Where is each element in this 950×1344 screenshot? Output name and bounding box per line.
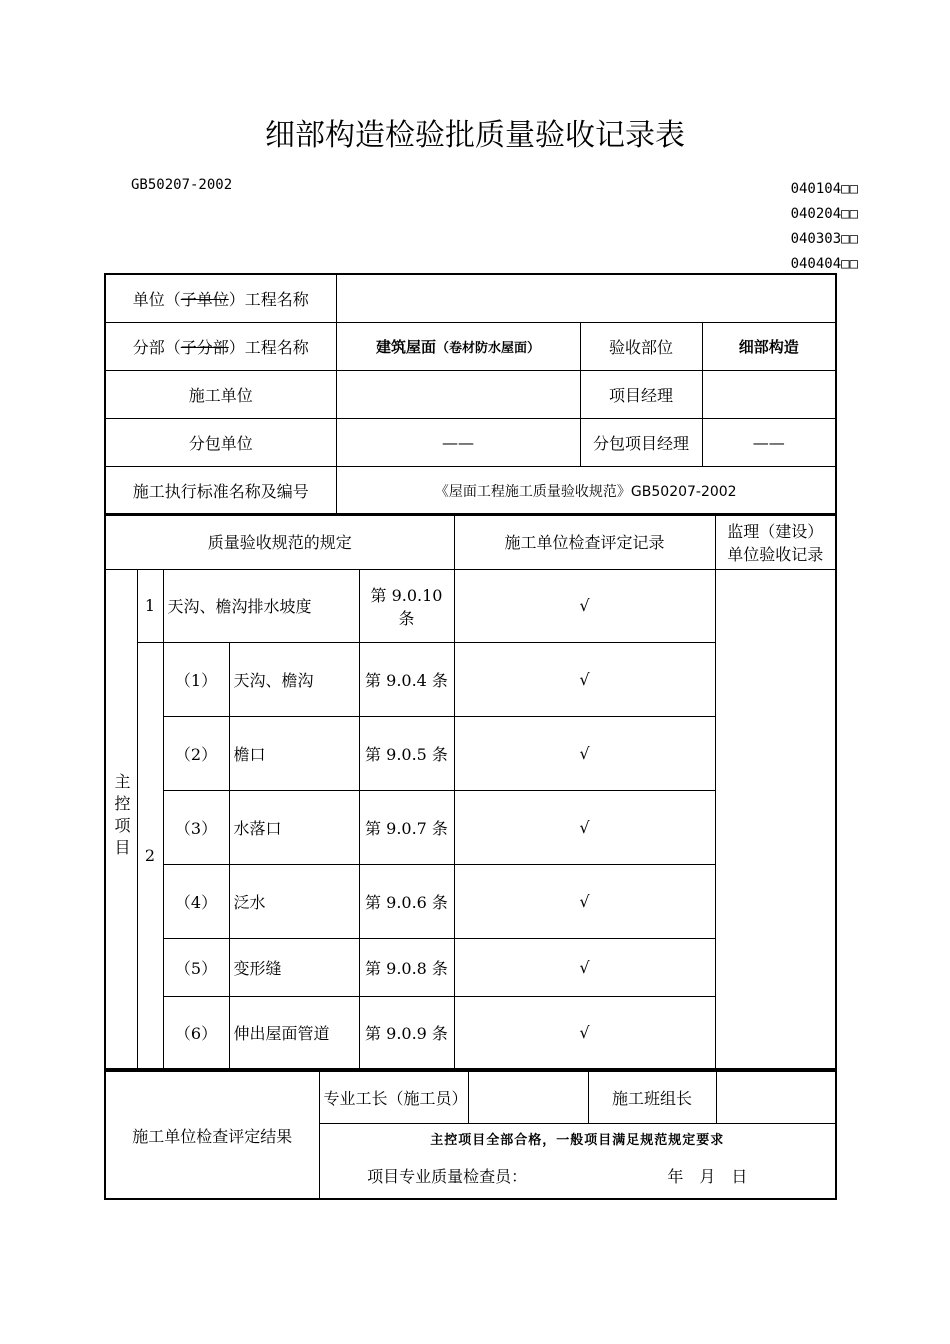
subitem-clause: 第 9.0.7 条: [359, 790, 454, 864]
subitem-no: （6）: [163, 996, 229, 1069]
result-table: [104, 1070, 837, 1200]
table-row: [105, 371, 836, 419]
col-spec-header: 质量验收规范的规定: [105, 514, 454, 569]
subitem-result[interactable]: √: [454, 716, 715, 790]
form-code: 040404□□: [790, 256, 858, 272]
acceptance-part-label: 验收部位: [580, 323, 702, 371]
item-name: 天沟、檐沟排水坡度: [163, 569, 359, 642]
standard-code: GB50207-2002: [131, 177, 233, 193]
inspection-table: [104, 513, 837, 1070]
header-table: [104, 273, 837, 516]
subitem-no: （4）: [163, 864, 229, 938]
subitem-clause: 第 9.0.6 条: [359, 864, 454, 938]
unit-project-value[interactable]: [336, 274, 836, 323]
subitem-no: （1）: [163, 642, 229, 716]
unit-project-label: 单位（子单位）工程名称: [105, 274, 336, 323]
inspector-row: [319, 1153, 836, 1199]
subitem-clause: 第 9.0.9 条: [359, 996, 454, 1069]
subcontract-unit-label: 分包单位: [105, 419, 336, 467]
table-row: [105, 569, 836, 642]
table-row: [105, 514, 836, 569]
table-row: [105, 274, 836, 323]
acceptance-part-value[interactable]: 细部构造: [702, 323, 836, 371]
subitem-result[interactable]: √: [454, 864, 715, 938]
subitem-clause: 第 9.0.5 条: [359, 716, 454, 790]
standard-value[interactable]: 《屋面工程施工质量验收规范》GB50207-2002: [336, 467, 836, 516]
subitem-name: 水落口: [229, 790, 359, 864]
foreman-value[interactable]: [468, 1071, 588, 1123]
construction-unit-label: 施工单位: [105, 371, 336, 419]
col-record-header: 施工单位检查评定记录: [454, 514, 715, 569]
table-row: [105, 467, 836, 516]
subcontract-manager-label: 分包项目经理: [580, 419, 702, 467]
project-manager-label: 项目经理: [580, 371, 702, 419]
division-value[interactable]: 建筑屋面（卷材防水屋面）: [336, 323, 580, 371]
supervision-record[interactable]: [715, 569, 836, 1069]
subitem-name: 伸出屋面管道: [229, 996, 359, 1069]
subitem-no: （5）: [163, 938, 229, 996]
team-leader-value[interactable]: [716, 1071, 836, 1123]
table-row: [105, 419, 836, 467]
team-leader-label: 施工班组长: [588, 1071, 716, 1123]
subitem-result[interactable]: √: [454, 996, 715, 1069]
result-summary[interactable]: 主控项目全部合格，一般项目满足规范规定要求: [319, 1123, 836, 1153]
item-no: 1: [137, 569, 163, 642]
item-clause: 第 9.0.10 条: [359, 569, 454, 642]
division-label: 分部（子分部）工程名称: [105, 323, 336, 371]
main-control-label: 主控项目: [105, 569, 137, 1069]
project-manager-value[interactable]: [702, 371, 836, 419]
subitem-name: 天沟、檐沟: [229, 642, 359, 716]
subitem-name: 变形缝: [229, 938, 359, 996]
col-supervision-header: 监理（建设） 单位验收记录: [715, 514, 836, 569]
table-row: [105, 323, 836, 371]
form-code: 040104□□: [790, 181, 858, 197]
page-title: 细部构造检验批质量验收记录表: [265, 118, 685, 153]
inspector-label: 项目专业质量检查员：: [367, 1167, 528, 1186]
date-label[interactable]: 年 月 日: [667, 1167, 748, 1186]
standard-label: 施工执行标准名称及编号: [105, 467, 336, 516]
subitem-no: （3）: [163, 790, 229, 864]
subitem-name: 泛水: [229, 864, 359, 938]
subitem-no: （2）: [163, 716, 229, 790]
subitem-result[interactable]: √: [454, 938, 715, 996]
subcontract-manager-value[interactable]: ——: [702, 419, 836, 467]
form-codes: [791, 177, 858, 277]
subcontract-unit-value[interactable]: ——: [336, 419, 580, 467]
subitem-result[interactable]: √: [454, 790, 715, 864]
form-code: 040204□□: [790, 206, 858, 222]
item-no: 2: [137, 642, 163, 1069]
subitem-name: 檐口: [229, 716, 359, 790]
foreman-label: 专业工长（施工员）: [319, 1071, 468, 1123]
result-label: 施工单位检查评定结果: [105, 1071, 319, 1199]
table-row: [105, 1071, 836, 1123]
subitem-clause: 第 9.0.8 条: [359, 938, 454, 996]
construction-unit-value[interactable]: [336, 371, 580, 419]
item-result[interactable]: √: [454, 569, 715, 642]
subitem-clause: 第 9.0.4 条: [359, 642, 454, 716]
form-code: 040303□□: [790, 231, 858, 247]
subitem-result[interactable]: √: [454, 642, 715, 716]
